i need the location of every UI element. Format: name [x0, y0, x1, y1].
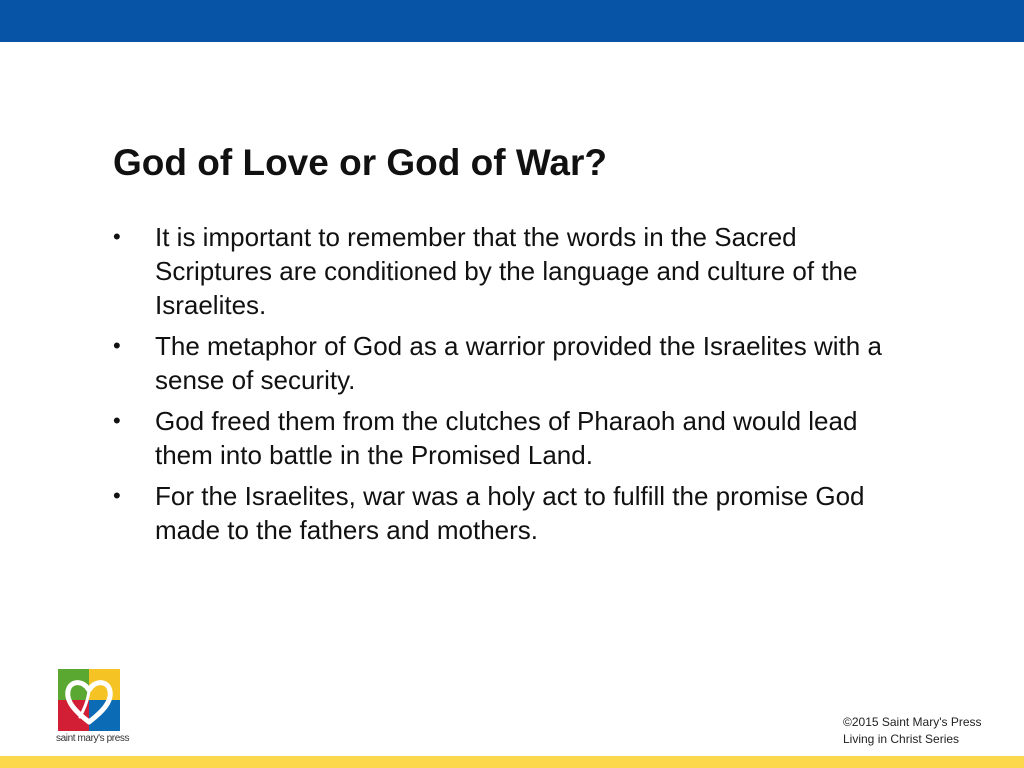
slide-title: God of Love or God of War? — [113, 142, 607, 183]
series-text: Living in Christ Series — [843, 732, 960, 746]
bullet-marker: • — [113, 408, 121, 433]
footer-credit — [843, 714, 982, 748]
bullet-list — [113, 220, 893, 554]
bullet-item — [113, 220, 893, 322]
bullet-text: The metaphor of God as a warrior provided the Israelites with a sense of security. — [155, 331, 882, 395]
bullet-marker: • — [113, 224, 121, 249]
bullet-text: It is important to remember that the words in the Sacred Scriptures are conditioned by the language and culture of the Israelites. — [155, 222, 858, 320]
bullet-text: For the Israelites, war was a holy act to fulfill the promise God made to the fathers and mothers. — [155, 481, 865, 545]
logo-mark-icon — [58, 669, 120, 731]
bullet-marker: • — [113, 333, 121, 358]
top-accent-bar — [0, 0, 1024, 42]
heart-outline-icon — [58, 669, 120, 731]
bullet-item — [113, 404, 893, 472]
bullet-marker: • — [113, 483, 121, 508]
copyright-text: ©2015 Saint Mary's Press — [843, 715, 982, 729]
bullet-item — [113, 329, 893, 397]
bullet-text: God freed them from the clutches of Pharaoh and would lead them into battle in the Promised Land. — [155, 406, 858, 470]
saint-marys-press-logo — [56, 669, 130, 747]
bullet-item — [113, 479, 893, 547]
bottom-accent-bar — [0, 756, 1024, 768]
logo-wordmark: saint mary's press — [56, 733, 130, 744]
